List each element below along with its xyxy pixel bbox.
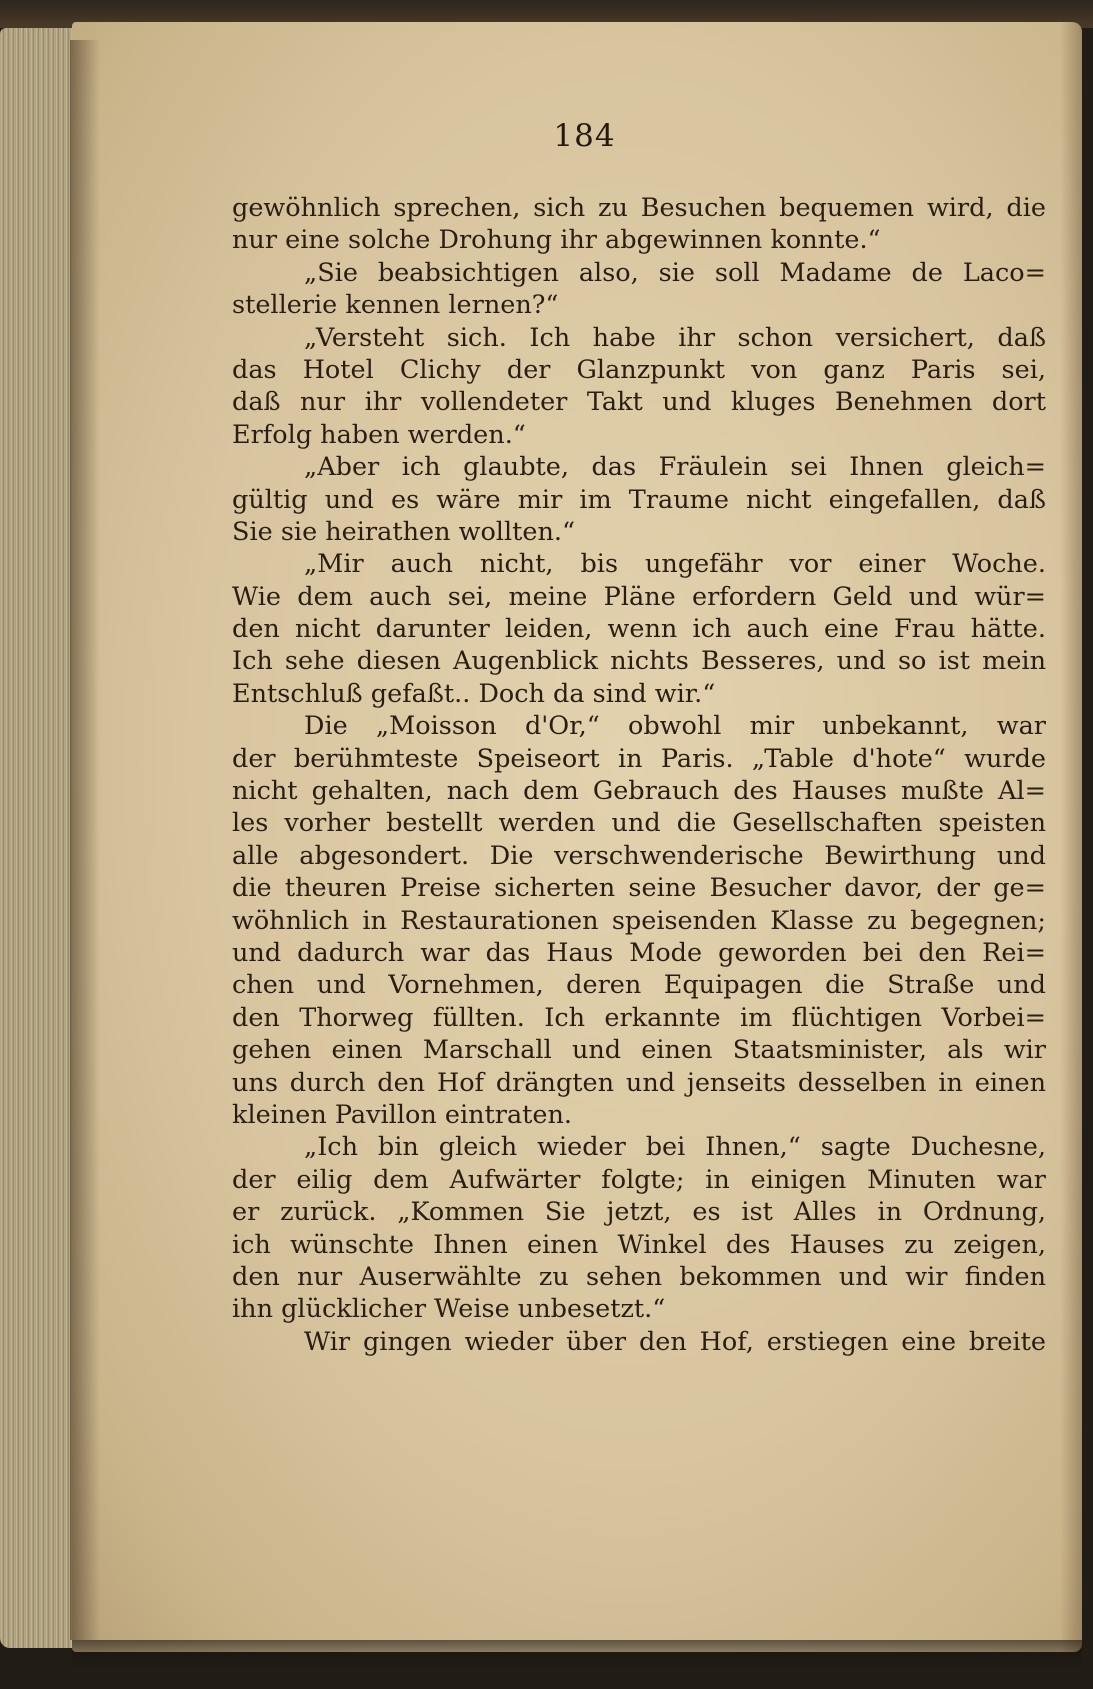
text-line: chen und Vornehmen, deren Equipagen die Straße und (232, 970, 1046, 1001)
text-line: „Ich bin gleich wieder bei Ihnen,“ sagte Duchesne, (304, 1132, 1046, 1163)
text-line: stellerie kennen lernen?“ (232, 290, 559, 321)
text-line: Wie dem auch sei, meine Pläne erfordern Geld und wür= (232, 581, 1046, 612)
text-line: den Thorweg füllten. Ich erkannte im flüchtigen Vorbei= (232, 1002, 1046, 1033)
text-line: Wir gingen wieder über den Hof, erstiegen eine breite (304, 1326, 1046, 1357)
text-line: der berühmteste Speiseort in Paris. „Table d'hote“ wurde (232, 743, 1046, 774)
spine-shadow (70, 40, 100, 1640)
page-edge-shadow (1060, 22, 1082, 1652)
text-line: gültig und es wäre mir im Traume nicht eingefallen, daß (232, 484, 1046, 515)
text-line: ihn glücklicher Weise unbesetzt.“ (232, 1294, 666, 1325)
text-line: wöhnlich in Restaurationen speisenden Klasse zu begegnen; (232, 905, 1046, 936)
text-line: „Aber ich glaubte, das Fräulein sei Ihnen gleich= (304, 452, 1046, 483)
text-line: die theuren Preise sicherten seine Besucher davor, der ge= (232, 873, 1046, 904)
text-line: den nur Auserwählte zu sehen bekommen und wir finden (232, 1261, 1046, 1292)
text-line: den nicht darunter leiden, wenn ich auch eine Frau hätte. (232, 614, 1046, 645)
page-number: 184 (553, 118, 616, 154)
text-line: gewöhnlich sprechen, sich zu Besuchen bequemen wird, die (232, 193, 1046, 223)
text-line: alle abgesondert. Die verschwenderische Bewirthung und (232, 840, 1046, 871)
text-line: Entschluß gefaßt.. Doch da sind wir.“ (232, 678, 716, 709)
body-text (232, 192, 1046, 1358)
text-line: „Sie beabsichtigen also, sie soll Madame de Laco= (304, 257, 1046, 288)
text-line: „Mir auch nicht, bis ungefähr vor einer Woche. (304, 549, 1046, 580)
text-line: nur eine solche Drohung ihr abgewinnen konnte.“ (232, 225, 881, 256)
text-line: Sie sie heirathen wollten.“ (232, 516, 576, 547)
text-line: Die „Moisson d'Or,“ obwohl mir unbekannt, war (304, 711, 1046, 742)
text-line: ich wünschte Ihnen einen Winkel des Hauses zu zeigen, (232, 1229, 1046, 1260)
text-line: gehen einen Marschall und einen Staatsminister, als wir (232, 1035, 1046, 1066)
text-line: und dadurch war das Haus Mode geworden bei den Rei= (232, 937, 1046, 968)
text-line: les vorher bestellt werden und die Gesellschaften speisten (232, 808, 1046, 839)
text-line: Ich sehe diesen Augenblick nichts Besseres, und so ist mein (232, 646, 1046, 677)
text-line: nicht gehalten, nach dem Gebrauch des Hauses mußte Al= (232, 776, 1046, 807)
text-line: der eilig dem Aufwärter folgte; in einigen Minuten war (232, 1164, 1046, 1195)
text-line: uns durch den Hof drängten und jenseits desselben in einen (232, 1067, 1046, 1098)
page-bottom-shadow (72, 1640, 1082, 1670)
text-line: daß nur ihr vollendeter Takt und kluges Benehmen dort (232, 387, 1046, 418)
text-line: Erfolg haben werden.“ (232, 419, 526, 450)
text-line: kleinen Pavillon eintraten. (232, 1099, 573, 1130)
text-line: „Versteht sich. Ich habe ihr schon versichert, daß (304, 322, 1046, 353)
text-line: das Hotel Clichy der Glanzpunkt von ganz Paris sei, (232, 354, 1046, 385)
text-line: er zurück. „Kommen Sie jetzt, es ist Alles in Ordnung, (232, 1197, 1046, 1228)
